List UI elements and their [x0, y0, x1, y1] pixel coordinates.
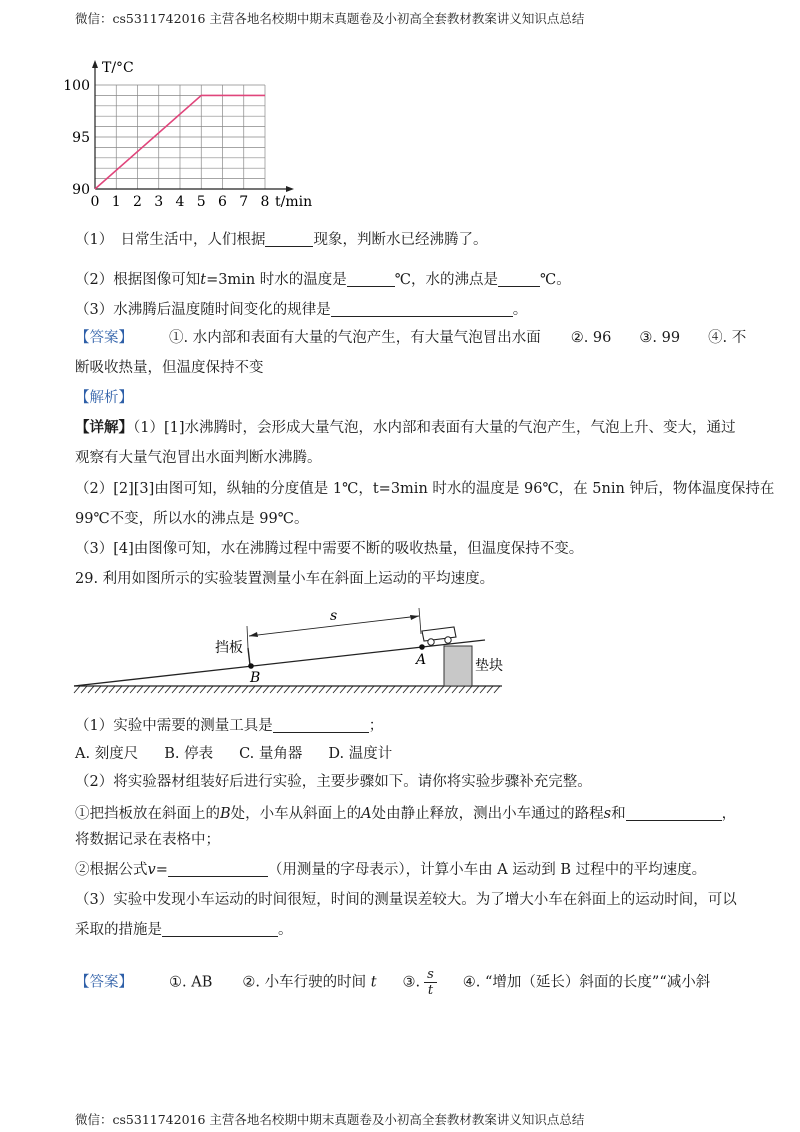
hatch-line — [123, 686, 129, 693]
q28-detail-2a: （2）[2][3]由图可知，纵轴的分度值是 1℃，t=3min 时水的温度是 96℃，在 5nin 钟后，物体温度保持在 — [75, 481, 775, 497]
hatch-line — [144, 686, 150, 693]
chart-axes — [95, 66, 288, 189]
hatch-line — [74, 686, 80, 693]
option-d[interactable]: D. 温度计 — [328, 746, 393, 762]
hatch-line — [431, 686, 437, 693]
q29-part2: （2）将实验器材组装好后进行实验，主要步骤如下。请你将实验步骤补充完整。 — [75, 774, 592, 790]
q28-blank-1[interactable] — [265, 231, 313, 247]
answer-tag: 【答案】 — [75, 974, 133, 991]
y-axis-label — [102, 60, 134, 76]
hatch-line — [319, 686, 325, 693]
hatch-line — [81, 686, 87, 693]
hatch-line — [207, 686, 213, 693]
cart — [422, 627, 456, 645]
hatch-line — [396, 686, 402, 693]
q28-blank-2[interactable] — [347, 271, 395, 287]
hatch-line — [312, 686, 318, 693]
hatch-line — [494, 686, 500, 693]
q29-step1: ①把挡板放在斜面上的B处，小车从斜面上的A处由静止释放，测出小车通过的路程s和 ， — [75, 806, 737, 822]
y-tick-label: 90 — [72, 182, 90, 198]
hatch-line — [347, 686, 353, 693]
q29-blank-2[interactable] — [626, 805, 722, 821]
x-tick-label: 4 — [175, 194, 185, 210]
hatch-line — [487, 686, 493, 693]
q28-detail-1b: 观察有大量气泡冒出水面判断水沸腾。 — [75, 450, 322, 466]
q28-part1: （1） 日常生活中，人们根据 现象，判断水已经沸腾了。 — [75, 232, 488, 248]
hatch-line — [354, 686, 360, 693]
x-tick-label: 6 — [218, 194, 227, 210]
q28-part3: （3）水沸腾后温度随时间变化的规律是 。 — [75, 302, 528, 318]
x-tick-label: 1 — [111, 194, 121, 210]
hatch-line — [417, 686, 423, 693]
hatch-line — [361, 686, 367, 693]
analysis-tag: 【解析】 — [75, 390, 133, 406]
hatch-line — [200, 686, 206, 693]
hatch-line — [158, 686, 164, 693]
hatch-line — [263, 686, 269, 693]
x-tick-label: 3 — [154, 194, 164, 210]
hatch-line — [109, 686, 115, 693]
hatch-line — [186, 686, 192, 693]
hatch-line — [480, 686, 486, 693]
y-tick-label: 95 — [72, 130, 90, 146]
hatch-line — [445, 686, 451, 693]
hatch-line — [235, 686, 241, 693]
hatch-line — [88, 686, 94, 693]
hatch-line — [326, 686, 332, 693]
hatch-line — [151, 686, 157, 693]
hatch-line — [277, 686, 283, 693]
page-footer: 微信：cs5311742016 主营各地名校期中期末真题卷及小初高全套教材教案讲义知识点总结 — [75, 1112, 585, 1127]
hatch-line — [179, 686, 185, 693]
hatch-line — [228, 686, 234, 693]
hatch-line — [382, 686, 388, 693]
hatch-line — [466, 686, 472, 693]
point-a — [419, 644, 425, 650]
q29-blank-1[interactable] — [273, 717, 369, 733]
q29-title: 29. 利用如图所示的实验装置测量小车在斜面上运动的平均速度。 — [75, 571, 495, 587]
hatch-line — [102, 686, 108, 693]
incline-diagram — [72, 602, 512, 697]
q29-options — [75, 744, 725, 764]
hatch-line — [256, 686, 262, 693]
baffle — [248, 648, 250, 665]
q29-part1: （1）实验中需要的测量工具是 ； — [75, 718, 384, 734]
q28-detail-2b: 99℃不变，所以水的沸点是 99℃。 — [75, 511, 309, 527]
hatch-line — [130, 686, 136, 693]
temperature-chart — [60, 58, 313, 218]
q29-step2: ②根据公式v= （用测量的字母表示），计算小车由 A 运动到 B 过程中的平均速度。 — [75, 862, 707, 878]
hatch-line — [270, 686, 276, 693]
q29-blank-3[interactable] — [168, 861, 268, 877]
q28-detail-1a: 【详解】（1）[1]水沸腾时，会形成大量气泡，水内部和表面有大量的气泡产生，气泡上升、变大，通过 — [75, 419, 736, 436]
fraction-s-over-t: $\frac{s}{t}$ — [424, 967, 437, 998]
hatch-line — [403, 686, 409, 693]
hatch-line — [172, 686, 178, 693]
hatch-line — [473, 686, 479, 693]
hatch-line — [165, 686, 171, 693]
hatch-line — [137, 686, 143, 693]
label-b: B — [250, 670, 261, 686]
support-block — [444, 646, 472, 686]
answer-tag: 【答案】 — [75, 330, 133, 346]
q28-blank-3[interactable] — [498, 271, 540, 287]
q29-blank-4[interactable] — [162, 921, 278, 937]
hatch-line — [116, 686, 122, 693]
q29-step1-cont: 将数据记录在表格中； — [75, 832, 220, 848]
label-s: s — [330, 608, 338, 624]
ground-hatching — [74, 686, 500, 693]
option-b[interactable]: B. 停表 — [164, 746, 214, 762]
label-a: A — [416, 652, 427, 668]
option-c[interactable]: C. 量角器 — [239, 746, 303, 762]
page-header: 微信：cs5311742016 主营各地名校期中期末真题卷及小初高全套教材教案讲义知识点总结 — [75, 11, 585, 26]
hatch-line — [284, 686, 290, 693]
point-b — [248, 663, 254, 669]
y-axis-label-text: T/°C — [102, 60, 134, 76]
hatch-line — [333, 686, 339, 693]
hatch-line — [298, 686, 304, 693]
hatch-line — [193, 686, 199, 693]
hatch-line — [410, 686, 416, 693]
x-tick-label: 7 — [239, 194, 249, 210]
y-axis-arrow — [92, 60, 98, 68]
hatch-line — [424, 686, 430, 693]
q29-answer: 【答案】 ①. AB ②. 小车行驶的时间 t ③. $\frac{s}{t}$ ④. “增加（延长）斜面的长度”“减小斜 — [75, 967, 711, 998]
x-tick-label: 0 — [90, 194, 100, 210]
hatch-line — [242, 686, 248, 693]
label-block: 垫块 — [475, 658, 503, 674]
y-tick-label: 100 — [63, 78, 90, 94]
x-tick-label: 2 — [133, 194, 142, 210]
hatch-line — [438, 686, 444, 693]
hatch-line — [305, 686, 311, 693]
hatch-line — [368, 686, 374, 693]
x-tick-label: 8 — [260, 194, 270, 210]
q28-blank-4[interactable] — [331, 301, 513, 317]
q29-part3b: 采取的措施是 。 — [75, 922, 293, 938]
hatch-line — [459, 686, 465, 693]
label-baffle: 挡板 — [215, 640, 243, 656]
q28-detail-3: （3）[4]由图像可知，水在沸腾过程中需要不断的吸收热量，但温度保持不变。 — [75, 541, 584, 557]
hatch-line — [291, 686, 297, 693]
hatch-line — [95, 686, 101, 693]
x-tick-label: 5 — [196, 194, 206, 210]
q28-answer-cont: 断吸收热量，但温度保持不变 — [75, 360, 264, 376]
hatch-line — [214, 686, 220, 693]
hatch-line — [389, 686, 395, 693]
hatch-line — [221, 686, 227, 693]
chart-grid — [95, 85, 265, 189]
hatch-line — [452, 686, 458, 693]
q28-answer: 【答案】 ①. 水内部和表面有大量的气泡产生，有大量气泡冒出水面 ②. 96 ③. 99 ④. 不 — [75, 330, 747, 346]
hatch-line — [340, 686, 346, 693]
q28-part2: （2）根据图像可知t=3min 时水的温度是 ℃，水的沸点是 ℃。 — [75, 272, 571, 288]
x-axis-arrow — [286, 186, 294, 192]
q29-part3a: （3）实验中发现小车运动的时间很短，时间的测量误差较大。为了增大小车在斜面上的运动时间，可以 — [75, 892, 737, 908]
x-axis-label: t/min — [275, 194, 313, 210]
hatch-line — [249, 686, 255, 693]
option-a[interactable]: A. 刻度尺 — [75, 746, 139, 762]
hatch-line — [375, 686, 381, 693]
